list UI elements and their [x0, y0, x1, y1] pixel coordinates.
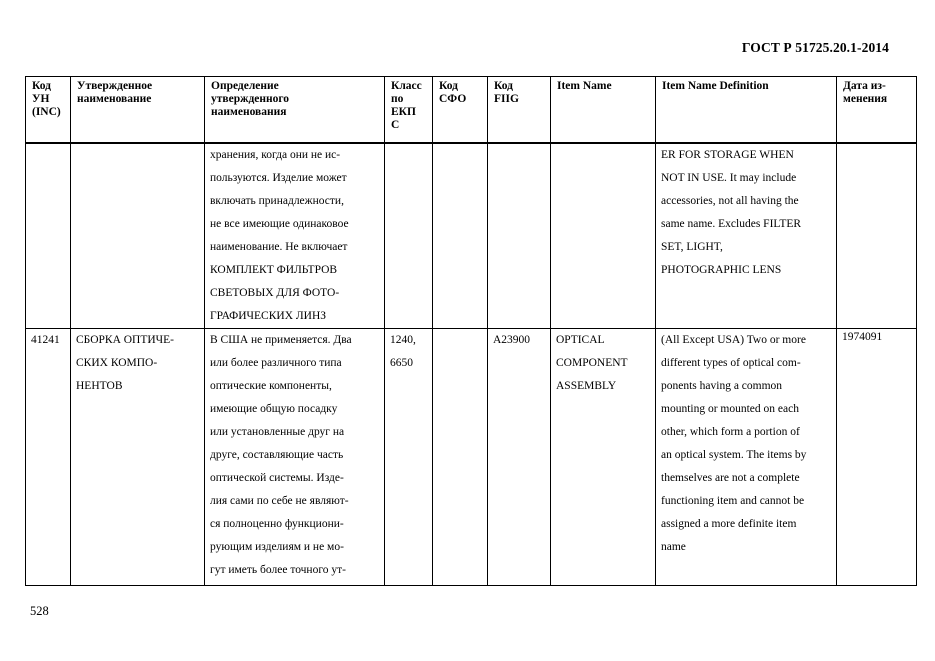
- col-header-approved-name: [71, 77, 205, 143]
- col-header-class: [385, 77, 433, 143]
- document-id: ГОСТ Р 51725.20.1-2014: [741, 40, 889, 55]
- cell-inc: 41241: [26, 328, 71, 585]
- cell-approved-name: [71, 143, 205, 329]
- text-line: ponents having a common: [661, 379, 783, 392]
- text-line: Код: [32, 80, 52, 92]
- text-line: Код: [494, 80, 514, 92]
- text-line: FIIG: [494, 93, 519, 105]
- text-line: друге, составляющие часть: [210, 448, 344, 461]
- cell-definition-en: [656, 328, 837, 585]
- text-line: ER FOR STORAGE WHEN: [661, 148, 794, 161]
- page-number: 528: [30, 604, 49, 618]
- text-line: менения: [843, 93, 888, 105]
- cell-definition-ru: [205, 328, 385, 585]
- text-line: СБОРКА ОПТИЧЕ-: [76, 333, 175, 346]
- cell-class: [385, 143, 433, 329]
- text-line: Утвержденное: [77, 80, 153, 92]
- text-line: УН: [32, 93, 50, 105]
- text-line: Код: [439, 80, 459, 92]
- text-line: или установленные друг на: [210, 425, 345, 438]
- text-line: СВЕТОВЫХ ДЛЯ ФОТО-: [210, 286, 340, 299]
- text-line: OPTICAL: [556, 333, 605, 346]
- text-line: лия сами по себе не являют-: [210, 494, 349, 507]
- text-line: COMPONENT: [556, 356, 628, 369]
- text-line: 6650: [390, 356, 413, 369]
- text-line: наименования: [211, 106, 287, 118]
- text-line: рующим изделиям и не мо-: [210, 540, 344, 553]
- text-line: СКИХ КОМПО-: [76, 356, 158, 369]
- text-line: NOT IN USE. It may include: [661, 171, 797, 184]
- col-header-sfo: [433, 77, 488, 143]
- cell-approved-name: [71, 328, 205, 585]
- text-line: Класс: [391, 80, 422, 92]
- text-line: имеющие общую посадку: [210, 402, 338, 415]
- text-line: Дата из-: [843, 80, 886, 92]
- text-line: ГРАФИЧЕСКИХ ЛИНЗ: [210, 309, 327, 322]
- text-line: same name. Excludes FILTER: [661, 217, 802, 230]
- cell-class: [385, 328, 433, 585]
- col-header-item-name-definition: [656, 77, 837, 143]
- text-line: (All Except USA) Two or more: [661, 333, 806, 346]
- text-line: наименование. Не включает: [210, 240, 348, 253]
- text-line: по: [391, 93, 404, 105]
- text-line: functioning item and cannot be: [661, 494, 805, 507]
- text-line: КОМПЛЕКТ ФИЛЬТРОВ: [210, 263, 338, 276]
- text-line: ЕКП: [391, 106, 416, 118]
- text-line: Определение: [211, 80, 279, 92]
- cell-sfo: [433, 328, 488, 585]
- col-header-inc: [26, 77, 71, 143]
- cell-change-date: 1974091: [837, 328, 917, 585]
- text-line: PHOTOGRAPHIC LENS: [661, 263, 782, 276]
- text-line: оптические компоненты,: [210, 379, 332, 392]
- col-header-fiig: [488, 77, 551, 143]
- text-line: включать принадлежности,: [210, 194, 344, 207]
- table-row: [26, 328, 917, 585]
- cell-inc: [26, 143, 71, 329]
- text-line: Item Name Definition: [662, 80, 769, 92]
- text-line: или более различного типа: [210, 356, 342, 369]
- col-header-change-date: [837, 77, 917, 143]
- cell-fiig: [488, 143, 551, 329]
- text-line: хранения, когда они не ис-: [210, 148, 341, 161]
- text-line: an optical system. The items by: [661, 448, 807, 461]
- text-line: 1240,: [390, 333, 416, 346]
- table-header-row: [26, 77, 917, 143]
- text-line: С: [391, 119, 400, 131]
- nomenclature-table: [25, 76, 917, 586]
- text-line: ся полноценно функциони-: [210, 517, 344, 530]
- text-line: наименование: [77, 93, 152, 105]
- cell-sfo: [433, 143, 488, 329]
- table-row: [26, 143, 917, 329]
- text-line: assigned a more definite item: [661, 517, 797, 530]
- text-line: other, which form a portion of: [661, 425, 800, 438]
- text-line: Item Name: [557, 80, 612, 92]
- cell-item-name: [551, 143, 656, 329]
- text-line: НЕНТОВ: [76, 379, 123, 392]
- cell-change-date: [837, 143, 917, 329]
- col-header-definition: [205, 77, 385, 143]
- cell-item-name: [551, 328, 656, 585]
- text-line: name: [661, 540, 686, 553]
- text-line: В США не применяется. Два: [210, 333, 352, 346]
- cell-fiig: A23900: [488, 328, 551, 585]
- text-line: оптической системы. Изде-: [210, 471, 344, 484]
- cell-definition-en: [656, 143, 837, 329]
- text-line: не все имеющие одинаковое: [210, 217, 349, 230]
- text-line: пользуются. Изделие может: [210, 171, 347, 184]
- text-line: ASSEMBLY: [556, 379, 617, 392]
- text-line: themselves are not a complete: [661, 471, 800, 484]
- cell-definition-ru: [205, 143, 385, 329]
- text-line: mounting or mounted on each: [661, 402, 799, 415]
- text-line: СФО: [439, 93, 467, 105]
- text-line: гут иметь более точного ут-: [210, 563, 346, 576]
- text-line: SET, LIGHT,: [661, 240, 723, 253]
- text-line: different types of optical com-: [661, 356, 801, 369]
- text-line: утвержденного: [211, 93, 290, 105]
- text-line: accessories, not all having the: [661, 194, 799, 207]
- col-header-item-name: [551, 77, 656, 143]
- text-line: (INC): [32, 106, 61, 118]
